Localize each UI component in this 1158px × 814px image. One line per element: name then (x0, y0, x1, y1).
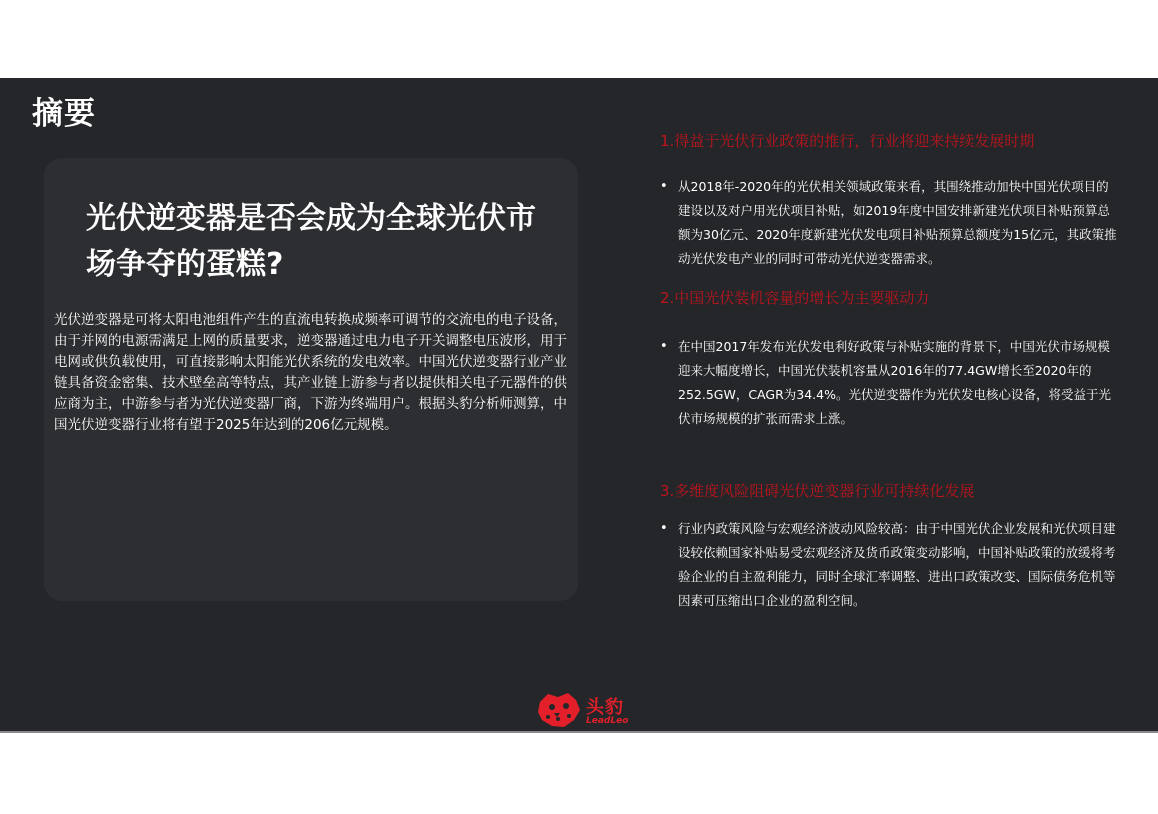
logo-subtitle: LeadLeo (586, 716, 629, 726)
card-body: 光伏逆变器是可将太阳电池组件产生的直流电转换成频率可调节的交流电的电子设备，由于并网的电源需满足上网的质量要求，逆变器通过电力电子开关调整电压波形，用于电网或供负载使用，可直接影响太阳能光伏系统的发电效率。中国光伏逆变器行业产业链具备资金密集、技术壁垒高等特点，其产业链上游参与者以提供相关电子元器件的供应商为主，中游参与者为光伏逆变器厂商，下游为终端用户。根据头豹分析师测算，中国光伏逆变器行业将有望于2025年达到的206亿元规模。 (54, 312, 567, 433)
section-heading-2: 2.中国光伏装机容量的增长为主要驱动力 (660, 289, 930, 307)
bullet-text: 在中国2017年发布光伏发电利好政策与补贴实施的背景下，中国光伏市场规模迎来大幅度增长，中国光伏装机容量从2016年的77.4GW增长至2020年的252.5GW，CAGR为34.4%。光伏逆变器作为光伏发电核心设备，将受益于光伏市场规模的扩张而需求上涨。 (678, 339, 1111, 426)
bullet-2 (660, 335, 1120, 431)
slide (0, 78, 1158, 732)
bullet-dot: • (660, 339, 668, 354)
section-heading-1: 1.得益于光伏行业政策的推行，行业将迎来持续发展时期 (660, 132, 1035, 150)
section-heading-3: 3.多维度风险阻碍光伏逆变器行业可持续化发展 (660, 482, 975, 500)
bullet-text: 从2018年-2020年的光伏相关领域政策来看，其围绕推动加快中国光伏项目的建设以及对户用光伏项目补贴，如2019年度中国安排新建光伏项目补贴预算总额为30亿元、2020年度新建光伏发电项目补贴预算总额度为15亿元，其政策推动光伏发电产业的同时可带动光伏逆变器需求。 (678, 179, 1117, 266)
bullet-text: 行业内政策风险与宏观经济波动风险较高：由于中国光伏企业发展和光伏项目建设较依赖国家补贴易受宏观经济及货币政策变动影响，中国补贴政策的放缓将考验企业的自主盈利能力，同时全球汇率调整、进出口政策改变、国际债务危机等因素可压缩出口企业的盈利空间。 (678, 521, 1116, 608)
bullet-1 (660, 175, 1120, 271)
summary-card (44, 158, 578, 601)
bullet-dot: • (660, 179, 668, 194)
bottom-divider (0, 731, 1158, 733)
logo-name: 头豹 (586, 697, 624, 718)
card-title: 光伏逆变器是否会成为全球光伏市场争夺的蛋糕? (86, 201, 536, 282)
leopard-head-icon (536, 690, 582, 730)
page-title: 摘要 (32, 96, 96, 132)
leadleo-logo (536, 690, 636, 730)
bullet-dot: • (660, 521, 668, 536)
bullet-3 (660, 517, 1120, 613)
